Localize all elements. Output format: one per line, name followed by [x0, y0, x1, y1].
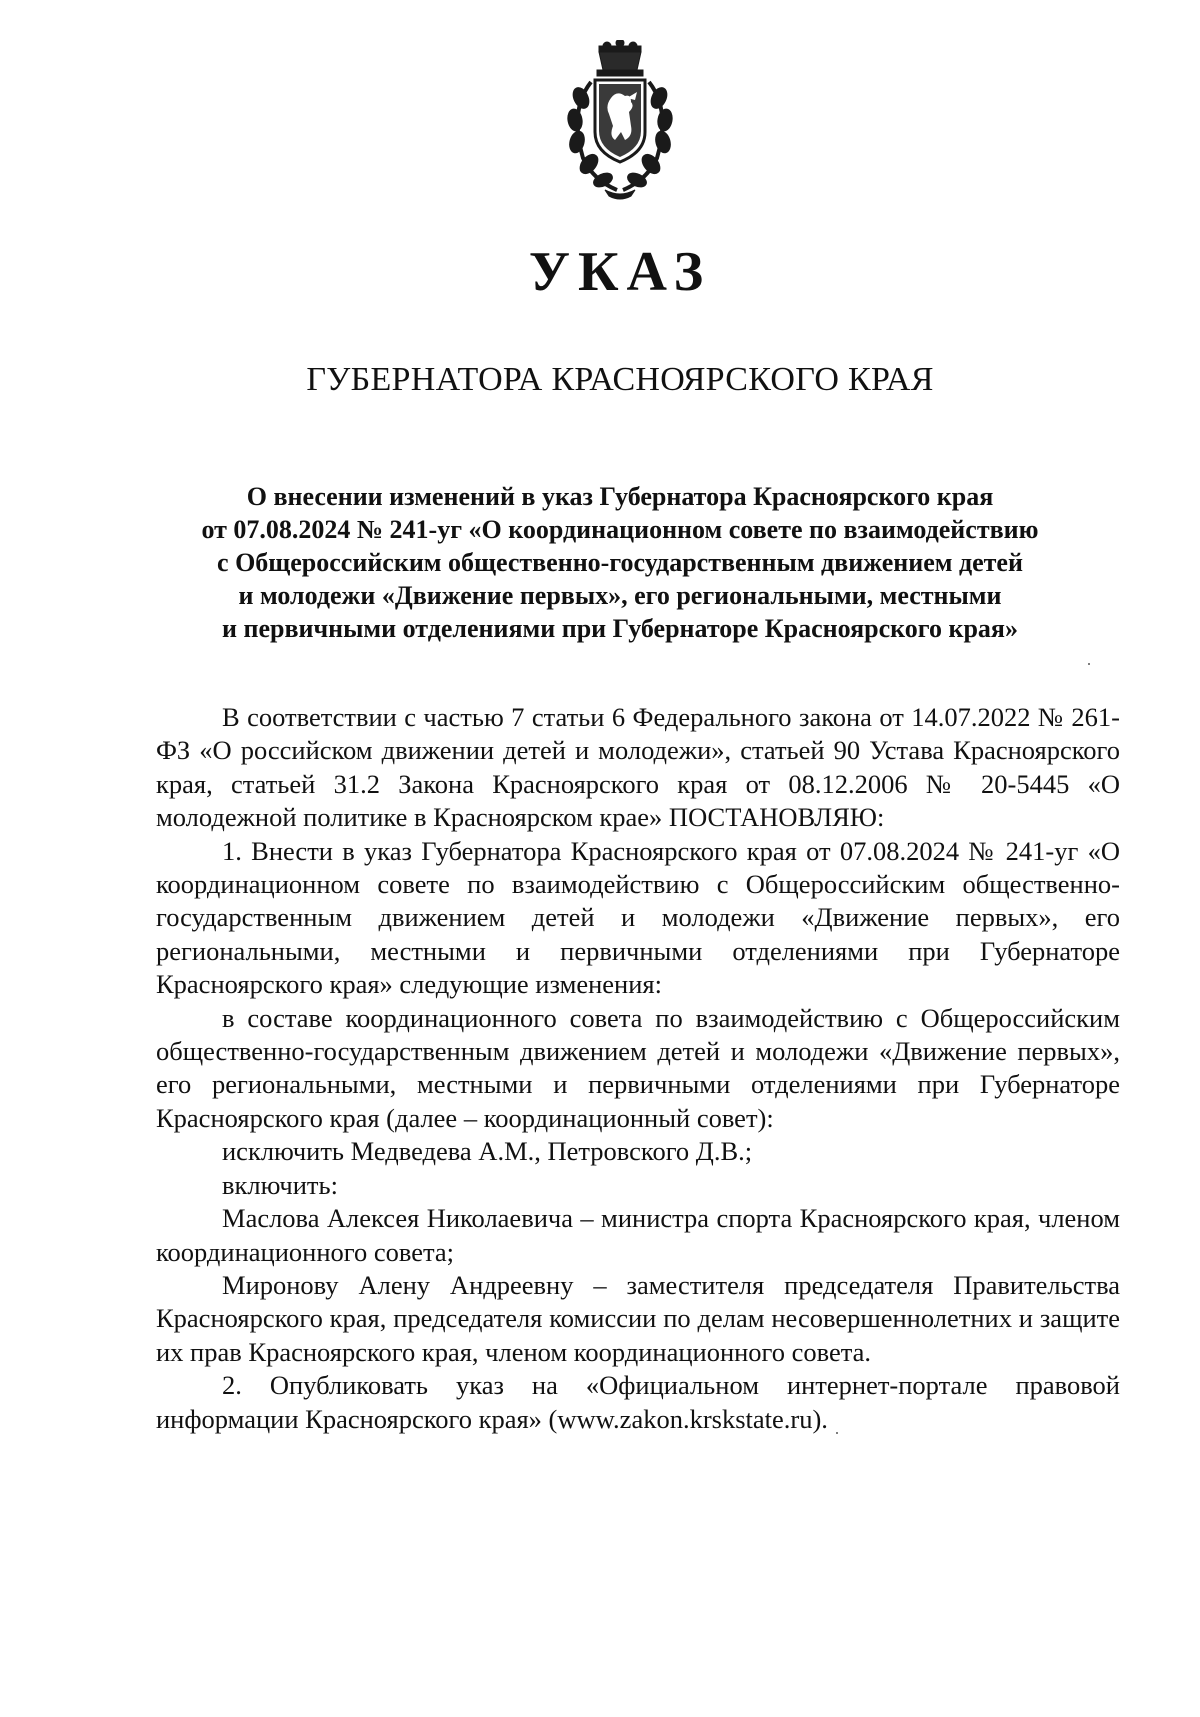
heading-line: О внесении изменений в указ Губернатора Красноярского края — [246, 482, 994, 511]
exclude-paragraph: исключить Медведева А.М., Петровского Д.В.; — [222, 1136, 753, 1167]
document-heading — [150, 480, 1090, 645]
item-2-paragraph: 2. Опубликовать указ на «Официальном интернет-портале правовой информации Красноярского края» (www.zakon.krskstate.ru). — [156, 1370, 1120, 1434]
heading-line: от 07.08.2024 № 241-уг «О координационном совете по взаимодействию — [201, 515, 1039, 544]
item-1-paragraph: 1. Внести в указ Губернатора Красноярского края от 07.08.2024 № 241-уг «О координационном совете по взаимодействию с Общероссийским общественно-государственным движением детей и молодежи «Движение первых», его региональными, местными и первичными отделениями при Губернаторе Красноярского края» следующие изменения: — [156, 835, 1120, 1000]
document-title: УКАЗ — [528, 241, 712, 303]
document-body — [156, 701, 1120, 1436]
document-issuer: ГУБЕРНАТОРА КРАСНОЯРСКОГО КРАЯ — [306, 361, 934, 398]
heading-line: и первичными отделениями при Губернаторе Красноярского края» — [222, 614, 1018, 643]
preamble-paragraph: В соответствии с частью 7 статьи 6 Федерального закона от 14.07.2022 № 261-ФЗ «О российском движении детей и молодежи», статьей 90 Устава Красноярского края, статьей 31.2 Закона Красноярского края от 08.12.2006 № 20-5445 «О молодежной политике в Красноярском крае» ПОСТАНОВЛЯЮ: — [156, 702, 1120, 833]
include-paragraph: включить: — [222, 1169, 338, 1200]
member-maslov-paragraph: Маслова Алексея Николаевича – министра спорта Красноярского края, членом координационного совета; — [156, 1203, 1120, 1267]
heading-line: и молодежи «Движение первых», его региональными, местными — [238, 581, 1002, 610]
heading-line: с Общероссийским общественно-государственным движением детей — [217, 548, 1023, 577]
krasnoyarsk-coat-of-arms-icon — [559, 40, 681, 200]
member-mironova-paragraph: Миронову Алену Андреевну – заместителя председателя Правительства Красноярского края, председателя комиссии по делам несовершеннолетних и защите их прав Красноярского края, членом координационного совета. — [156, 1269, 1120, 1367]
composition-paragraph: в составе координационного совета по взаимодействию с Общероссийским общественно-государственным движением детей и молодежи «Движение первых», его региональными, местными и первичными отделениями при Губернаторе Красноярского края (далее – координационный совет): — [156, 1002, 1120, 1133]
scan-speck — [836, 1432, 838, 1434]
scan-speck — [1088, 663, 1090, 665]
